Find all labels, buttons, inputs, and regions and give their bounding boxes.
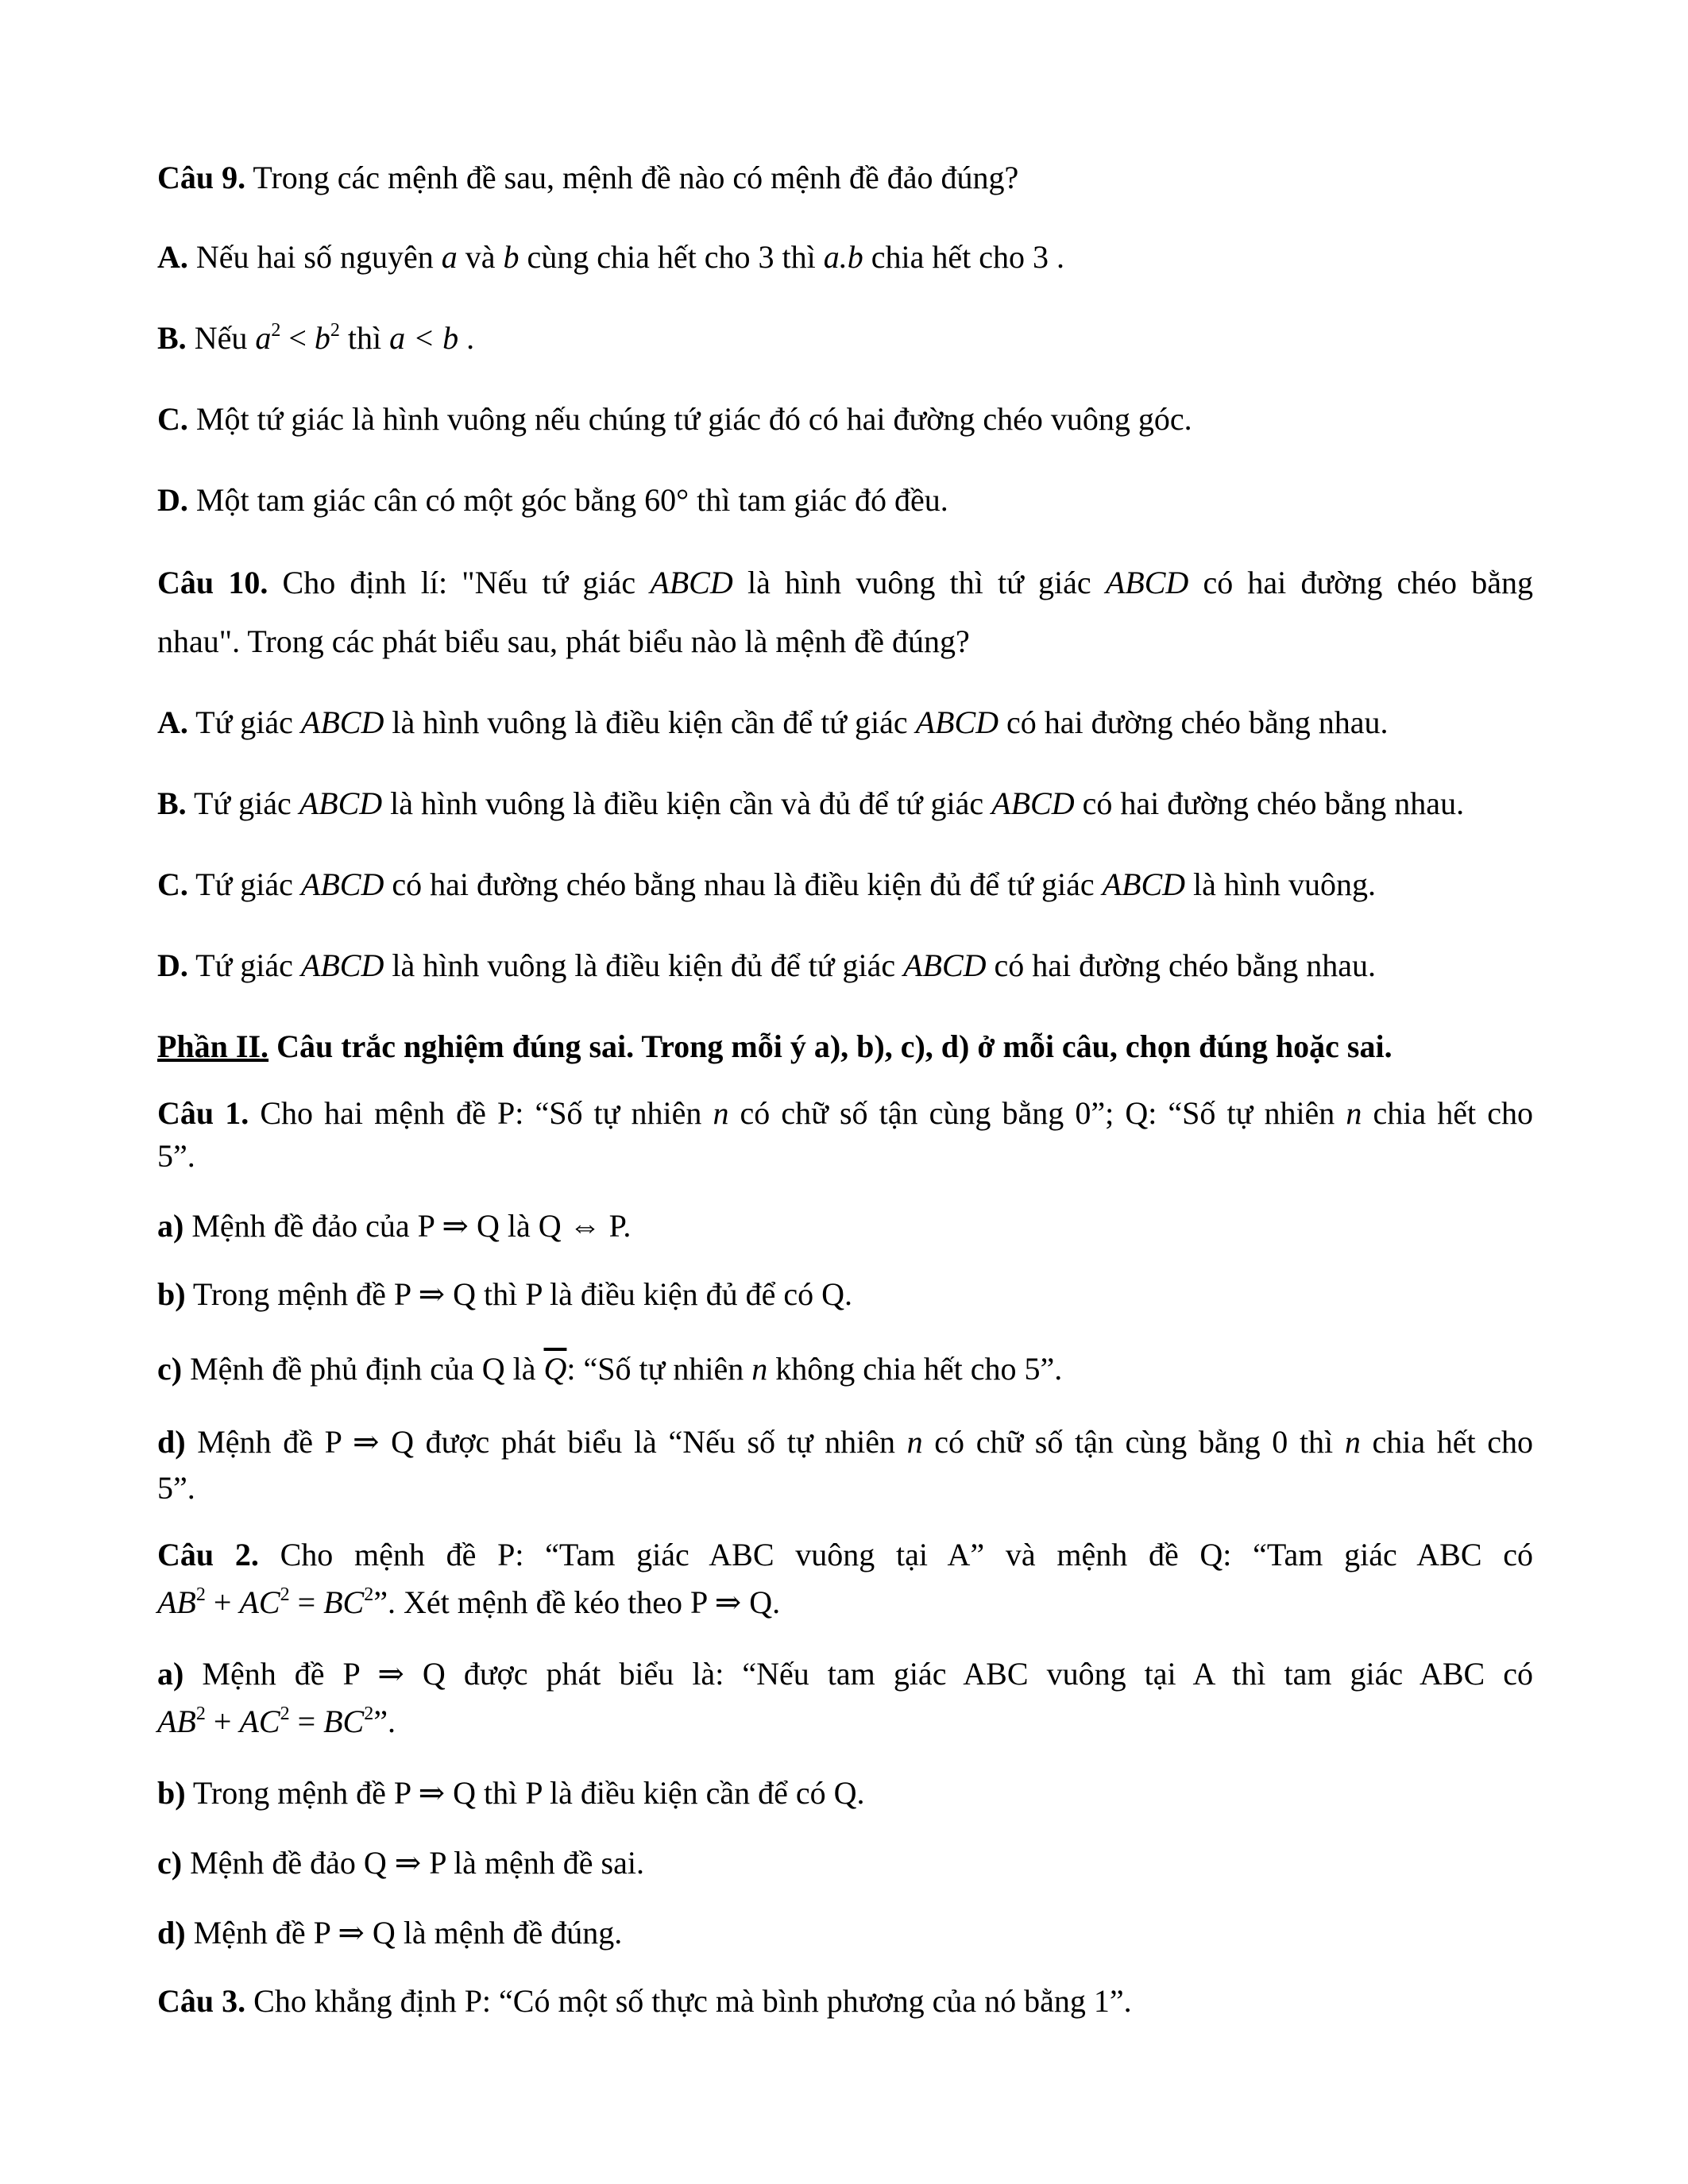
true-false-question-2-stem: Câu 2. Cho mệnh đề P: “Tam giác ABC vuông tại A” và mệnh đề Q: “Tam giác ABC có (157, 1537, 1534, 1572)
true-false-question-2-stem-line2: $AB^2 + AC^2 = BC^2$”. Xét mệnh đề kéo theo P ⇒ Q. (157, 1584, 781, 1620)
question-1-statement-d: d) Mệnh đề P ⇒ Q được phát biểu là “Nếu số tự nhiên n có chữ số tận cùng bằng 0 thì n chia hết cho (157, 1424, 1534, 1460)
true-false-question-1-stem-line2: 5”. (157, 1138, 195, 1174)
question-10-option-a: A. Tứ giác ABCD là hình vuông là điều kiện cần để tứ giác ABCD có hai đường chéo bằng nhau. (157, 704, 1389, 740)
q-negation: $\overline{Q}$ (543, 1351, 567, 1387)
question-10-option-c: C. Tứ giác ABCD có hai đường chéo bằng nhau là điều kiện đủ để tứ giác ABCD là hình vuông. (157, 866, 1377, 902)
question-1-statement-b: b) Trong mệnh đề P ⇒ Q thì P là điều kiện đủ để có Q. (157, 1276, 852, 1312)
question-1-statement-c: c) Mệnh đề phủ định của Q là $\overline{Q}$: “Số tự nhiên n không chia hết cho 5”. (157, 1351, 1063, 1387)
question-9-stem: Câu 9. Trong các mệnh đề sau, mệnh đề nào có mệnh đề đảo đúng? (157, 160, 1019, 195)
question-1-statement-a: a) Mệnh đề đảo của P ⇒ Q là Q ⇔ P. (157, 1208, 632, 1244)
question-2-statement-a-line2: $AB^2 + AC^2 = BC^2$”. (157, 1704, 396, 1739)
question-9-option-a: A. Nếu hai số nguyên a và b cùng chia hết cho 3 thì a.b chia hết cho 3 . (157, 239, 1064, 275)
question-2-statement-c: c) Mệnh đề đảo Q ⇒ P là mệnh đề sai. (157, 1845, 644, 1881)
question-10-option-d: D. Tứ giác ABCD là hình vuông là điều kiện đủ để tứ giác ABCD có hai đường chéo bằng nhau. (157, 947, 1376, 983)
question-9-option-c: C. Một tứ giác là hình vuông nếu chúng tứ giác đó có hai đường chéo vuông góc. (157, 401, 1192, 437)
question-10-option-b: B. Tứ giác ABCD là hình vuông là điều kiện cần và đủ để tứ giác ABCD có hai đường chéo bằng nhau. (157, 785, 1465, 821)
question-1-statement-d-line2: 5”. (157, 1470, 195, 1506)
question-2-statement-b: b) Trong mệnh đề P ⇒ Q thì P là điều kiện cần để có Q. (157, 1775, 865, 1811)
true-false-question-3-stem: Câu 3. Cho khẳng định P: “Có một số thực mà bình phương của nó bằng 1”. (157, 1983, 1132, 2019)
question-9-option-b: B. Nếu $a^2 < b^2$ thì a < b . (157, 320, 475, 356)
question-label: Câu 9. (157, 160, 246, 195)
part-2-heading: Phần II. Câu trắc nghiệm đúng sai. Trong mỗi ý a), b), c), d) ở mỗi câu, chọn đúng hoặc sai. (157, 1028, 1393, 1064)
question-2-statement-d: d) Mệnh đề P ⇒ Q là mệnh đề đúng. (157, 1915, 623, 1951)
true-false-question-1-stem: Câu 1. Cho hai mệnh đề P: “Số tự nhiên n có chữ số tận cùng bằng 0”; Q: “Số tự nhiên n chia hết cho (157, 1095, 1533, 1131)
question-9-option-d: D. Một tam giác cân có một góc bằng 60° thì tam giác đó đều. (157, 482, 948, 518)
question-10-stem-line2: nhau". Trong các phát biểu sau, phát biểu nào là mệnh đề đúng? (157, 623, 970, 659)
question-10-stem: Câu 10. Cho định lí: "Nếu tứ giác ABCD là hình vuông thì tứ giác ABCD có hai đường chéo bằng (157, 565, 1534, 600)
question-2-statement-a: a) Mệnh đề P ⇒ Q được phát biểu là: “Nếu tam giác ABC vuông tại A thì tam giác ABC có (157, 1656, 1533, 1692)
